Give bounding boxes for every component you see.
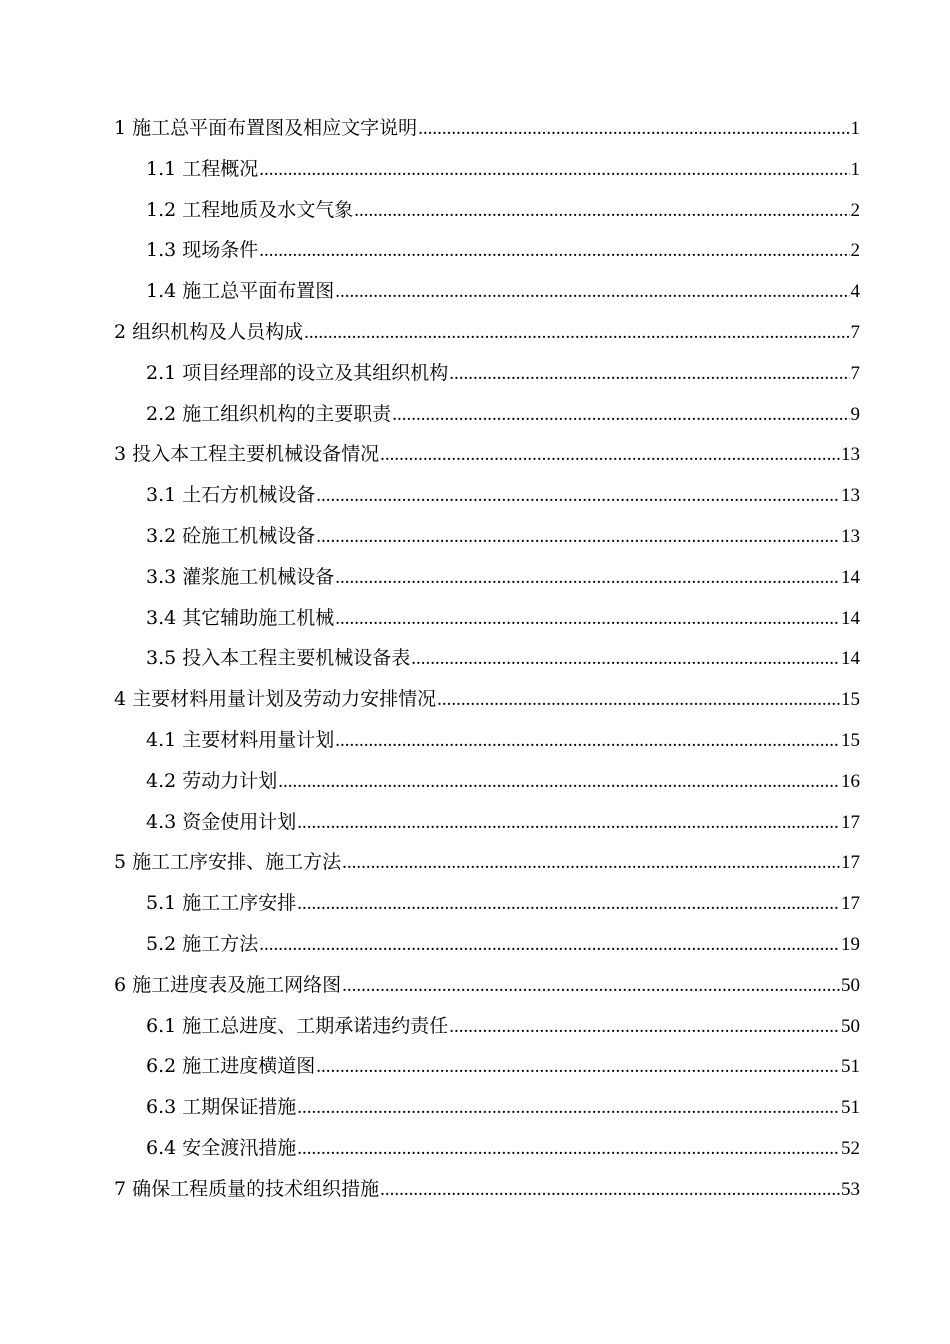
toc-entry-title: 1.1 工程概况 bbox=[146, 157, 259, 180]
toc-entry-page: 17 bbox=[841, 893, 860, 915]
toc-entry[interactable] bbox=[114, 149, 860, 190]
toc-entry-page: 50 bbox=[841, 1015, 860, 1037]
toc-entry-title: 5.2 施工方法 bbox=[146, 932, 259, 955]
toc-entry-title: 6.2 施工进度横道图 bbox=[146, 1055, 316, 1078]
toc-entry-title: 3.4 其它辅助施工机械 bbox=[146, 606, 335, 629]
toc-entry-title: 6.3 工期保证措施 bbox=[146, 1096, 297, 1119]
toc-entry[interactable] bbox=[114, 312, 860, 353]
toc-entry-title: 6.4 安全渡汛措施 bbox=[146, 1136, 297, 1159]
toc-entry-title: 3.5 投入本工程主要机械设备表 bbox=[146, 647, 411, 670]
toc-entry-title: 4.1 主要材料用量计划 bbox=[146, 728, 335, 751]
toc-entry-page: 1 bbox=[850, 158, 860, 180]
toc-entry[interactable] bbox=[114, 638, 860, 679]
toc-dot-leader bbox=[304, 313, 849, 354]
toc-dot-leader bbox=[411, 639, 840, 680]
toc-entry-page: 16 bbox=[841, 770, 860, 792]
toc-entry-page: 51 bbox=[841, 1097, 860, 1119]
toc-entry[interactable] bbox=[114, 230, 860, 271]
toc-entry-title: 4 主要材料用量计划及劳动力安排情况 bbox=[114, 688, 437, 711]
toc-entry-page: 52 bbox=[841, 1137, 860, 1159]
toc-entry[interactable] bbox=[114, 475, 860, 516]
toc-entry-page: 4 bbox=[850, 281, 860, 303]
toc-entry[interactable] bbox=[114, 1006, 860, 1047]
toc-dot-leader bbox=[259, 925, 840, 966]
toc-dot-leader bbox=[380, 435, 840, 476]
toc-dot-leader bbox=[259, 231, 849, 272]
toc-entry-page: 7 bbox=[850, 362, 860, 384]
toc-entry-page: 9 bbox=[850, 403, 860, 425]
toc-entry[interactable] bbox=[114, 434, 860, 475]
toc-dot-leader bbox=[297, 884, 840, 925]
toc-entry-title: 4.3 资金使用计划 bbox=[146, 810, 297, 833]
toc-entry-title: 1.2 工程地质及水文气象 bbox=[146, 198, 354, 221]
toc-dot-leader bbox=[380, 1170, 840, 1211]
toc-entry-title: 3 投入本工程主要机械设备情况 bbox=[114, 443, 380, 466]
toc-entry[interactable] bbox=[114, 965, 860, 1006]
toc-entry-title: 1.3 现场条件 bbox=[146, 239, 259, 262]
toc-entry[interactable] bbox=[114, 1046, 860, 1087]
toc-dot-leader bbox=[335, 558, 840, 599]
toc-entry-page: 13 bbox=[841, 444, 860, 466]
toc-dot-leader bbox=[342, 843, 840, 884]
toc-entry[interactable] bbox=[114, 271, 860, 312]
toc-entry[interactable] bbox=[114, 1087, 860, 1128]
toc-entry[interactable] bbox=[114, 516, 860, 557]
toc-dot-leader bbox=[259, 150, 849, 191]
toc-entry-page: 2 bbox=[850, 240, 860, 262]
toc-entry-page: 50 bbox=[841, 974, 860, 996]
toc-entry-page: 17 bbox=[841, 852, 860, 874]
toc-entry-title: 6.1 施工总进度、工期承诺违约责任 bbox=[146, 1014, 449, 1037]
toc-dot-leader bbox=[335, 721, 840, 762]
toc-dot-leader bbox=[418, 109, 849, 150]
toc-entry-page: 14 bbox=[841, 566, 860, 588]
toc-entry[interactable] bbox=[114, 720, 860, 761]
toc-entry-title: 2.1 项目经理部的设立及其组织机构 bbox=[146, 361, 449, 384]
toc-dot-leader bbox=[437, 680, 840, 721]
toc-entry-title: 2.2 施工组织机构的主要职责 bbox=[146, 402, 392, 425]
toc-entry[interactable] bbox=[114, 802, 860, 843]
toc-dot-leader bbox=[449, 1007, 840, 1048]
toc-entry[interactable] bbox=[114, 190, 860, 231]
toc-entry-page: 14 bbox=[841, 607, 860, 629]
toc-entry[interactable] bbox=[114, 394, 860, 435]
toc-entry[interactable] bbox=[114, 924, 860, 965]
toc-entry-page: 13 bbox=[841, 525, 860, 547]
toc-entry[interactable] bbox=[114, 598, 860, 639]
toc-dot-leader bbox=[297, 1088, 840, 1129]
toc-entry-page: 1 bbox=[850, 118, 860, 139]
table-of-contents bbox=[114, 108, 860, 1210]
toc-entry[interactable] bbox=[114, 1169, 860, 1210]
toc-dot-leader bbox=[316, 517, 840, 558]
toc-entry-page: 2 bbox=[850, 199, 860, 221]
toc-dot-leader bbox=[392, 395, 849, 436]
toc-entry-page: 51 bbox=[841, 1056, 860, 1078]
toc-entry-page: 53 bbox=[841, 1178, 860, 1200]
toc-entry[interactable] bbox=[114, 557, 860, 598]
toc-entry[interactable] bbox=[114, 761, 860, 802]
toc-entry-page: 17 bbox=[841, 811, 860, 833]
toc-entry-title: 1.4 施工总平面布置图 bbox=[146, 280, 335, 303]
toc-entry[interactable] bbox=[114, 1128, 860, 1169]
toc-dot-leader bbox=[342, 966, 840, 1007]
toc-entry[interactable] bbox=[114, 353, 860, 394]
toc-dot-leader bbox=[449, 354, 849, 395]
toc-entry-title: 5.1 施工工序安排 bbox=[146, 892, 297, 915]
toc-entry-page: 7 bbox=[850, 321, 860, 343]
toc-entry[interactable] bbox=[114, 108, 860, 149]
toc-dot-leader bbox=[335, 272, 849, 313]
toc-entry-page: 13 bbox=[841, 485, 860, 507]
toc-dot-leader bbox=[316, 1047, 840, 1088]
toc-entry-title: 7 确保工程质量的技术组织措施 bbox=[114, 1177, 380, 1200]
toc-dot-leader bbox=[278, 762, 840, 803]
toc-entry-page: 15 bbox=[841, 729, 860, 751]
toc-entry-page: 15 bbox=[841, 689, 860, 711]
toc-entry-title: 3.2 砼施工机械设备 bbox=[146, 524, 316, 547]
toc-entry-title: 2 组织机构及人员构成 bbox=[114, 320, 304, 343]
toc-entry[interactable] bbox=[114, 842, 860, 883]
toc-entry[interactable] bbox=[114, 883, 860, 924]
toc-entry-title: 5 施工工序安排、施工方法 bbox=[114, 851, 342, 874]
toc-entry-title: 6 施工进度表及施工网络图 bbox=[114, 973, 342, 996]
toc-entry-title: 3.3 灌浆施工机械设备 bbox=[146, 565, 335, 588]
toc-dot-leader bbox=[354, 191, 849, 232]
toc-dot-leader bbox=[316, 476, 840, 517]
toc-dot-leader bbox=[297, 1129, 840, 1170]
toc-entry-page: 14 bbox=[841, 648, 860, 670]
toc-entry-title: 1 施工总平面布置图及相应文字说明 bbox=[114, 117, 418, 139]
toc-entry-page: 19 bbox=[841, 933, 860, 955]
toc-entry-title: 4.2 劳动力计划 bbox=[146, 769, 278, 792]
toc-dot-leader bbox=[335, 599, 840, 640]
toc-entry[interactable] bbox=[114, 679, 860, 720]
toc-entry-title: 3.1 土石方机械设备 bbox=[146, 484, 316, 507]
toc-dot-leader bbox=[297, 803, 840, 844]
